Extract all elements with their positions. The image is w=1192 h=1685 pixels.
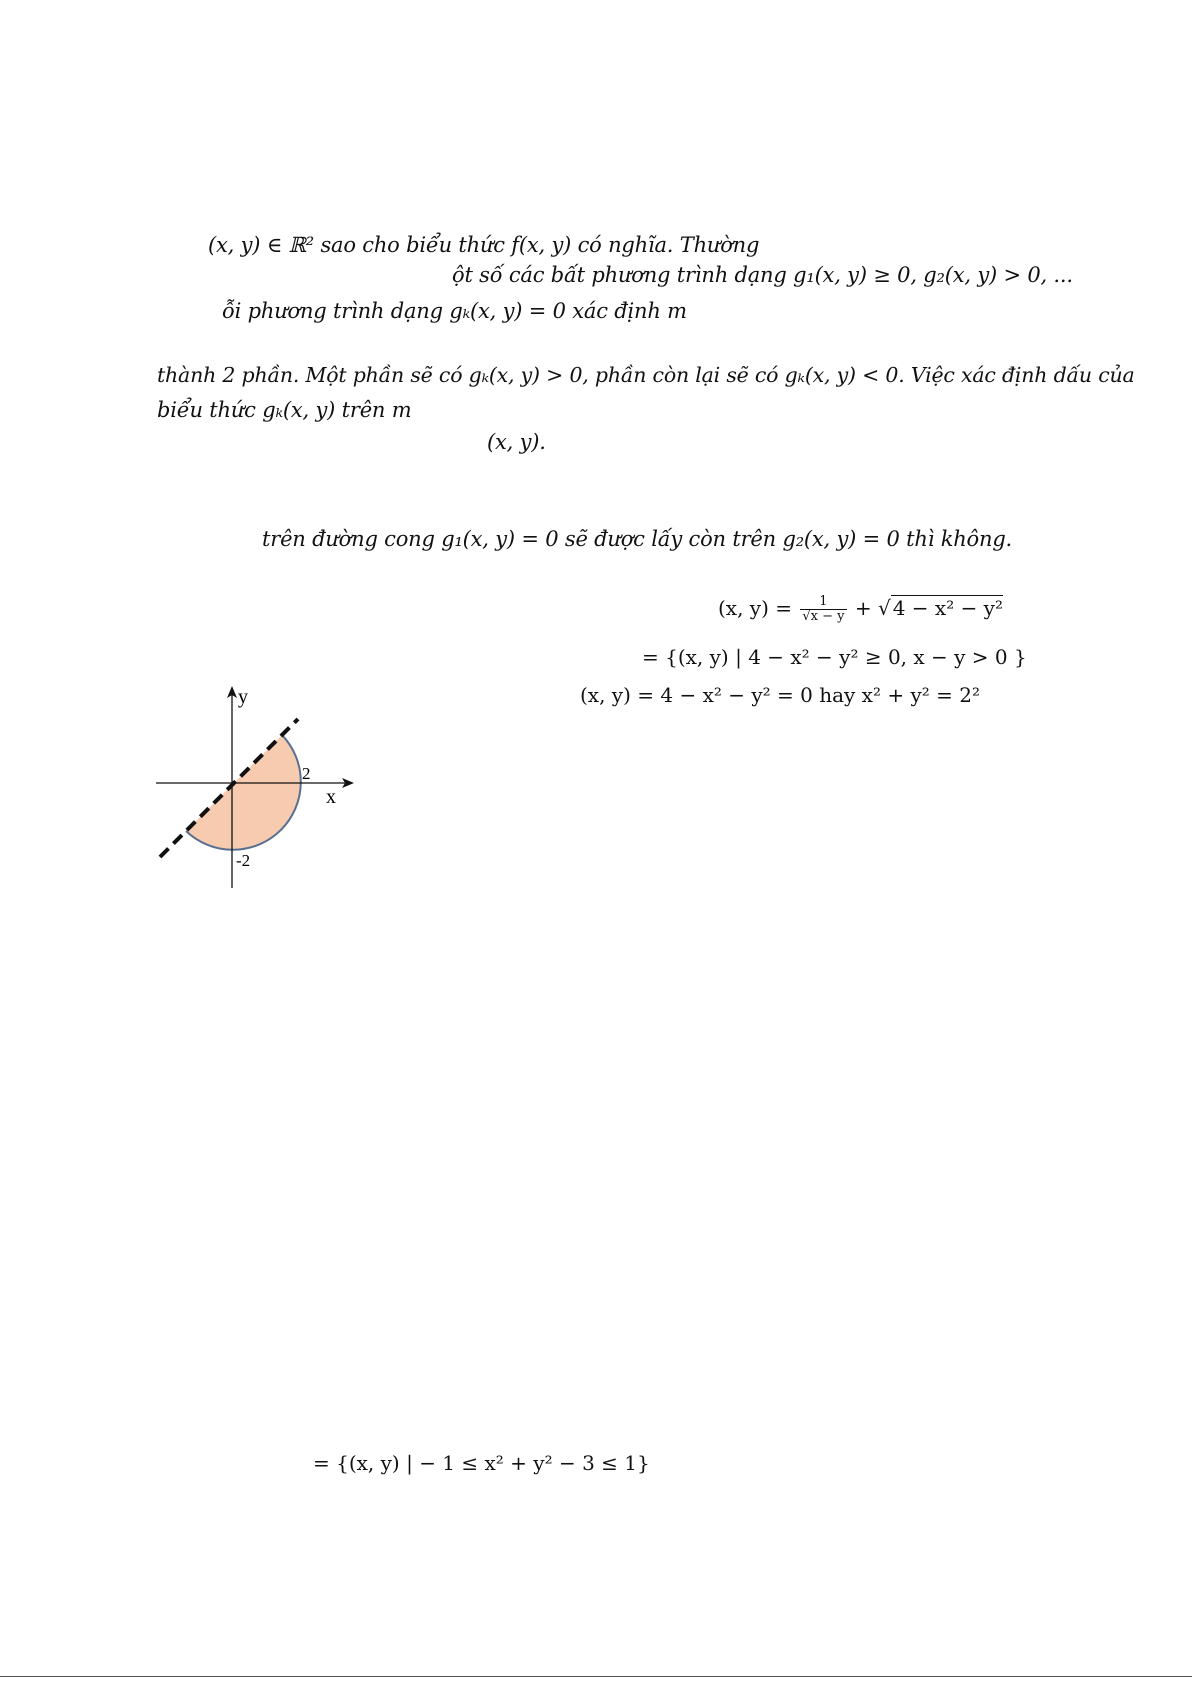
shaded-domain: [186, 735, 301, 850]
fraction-denominator: √x − y: [802, 609, 845, 624]
domain-set-1: = {(x, y) | 4 − x² − y² ≥ 0, x − y > 0 }: [642, 645, 1027, 669]
text-line-3: ỗi phương trình dạng gₖ(x, y) = 0 xác định m: [222, 299, 687, 323]
text-line-6: (x, y).: [487, 430, 546, 454]
text-line-2: ột số các bất phương trình dạng g₁(x, y) ≥ 0, g₂(x, y) > 0, ...: [452, 263, 1073, 287]
fraction: [800, 595, 846, 624]
footer-rule: [0, 1676, 1192, 1677]
level-curve-equation: (x, y) = 4 − x² − y² = 0 hay x² + y² = 2²: [580, 683, 980, 707]
text-line-5: biểu thức gₖ(x, y) trên m: [157, 398, 412, 422]
tick-label-neg2: -2: [236, 851, 251, 870]
text-line-1: (x, y) ∈ ℝ² sao cho biểu thức f(x, y) có nghĩa. Thường: [208, 233, 760, 257]
domain-set-2: = {(x, y) | − 1 ≤ x² + y² − 3 ≤ 1}: [313, 1451, 650, 1475]
fraction-numerator: 1: [800, 595, 846, 610]
text-line-4: thành 2 phần. Một phần sẽ có gₖ(x, y) > 0, phần còn lại sẽ có gₖ(x, y) < 0. Việc xác định dấu của: [157, 363, 1135, 387]
domain-figure: [150, 680, 360, 890]
function-definition: [718, 595, 1003, 624]
x-axis-label: x: [326, 786, 336, 808]
plus-sqrt: + √: [848, 596, 891, 620]
radicand: 4 − x² − y²: [892, 596, 1004, 620]
text-line-7: trên đường cong g₁(x, y) = 0 sẽ được lấy còn trên g₂(x, y) = 0 thì không.: [262, 527, 1013, 551]
y-axis-label: y: [238, 686, 248, 708]
tick-label-2: 2: [302, 764, 311, 783]
function-lhs: (x, y) =: [718, 596, 799, 620]
